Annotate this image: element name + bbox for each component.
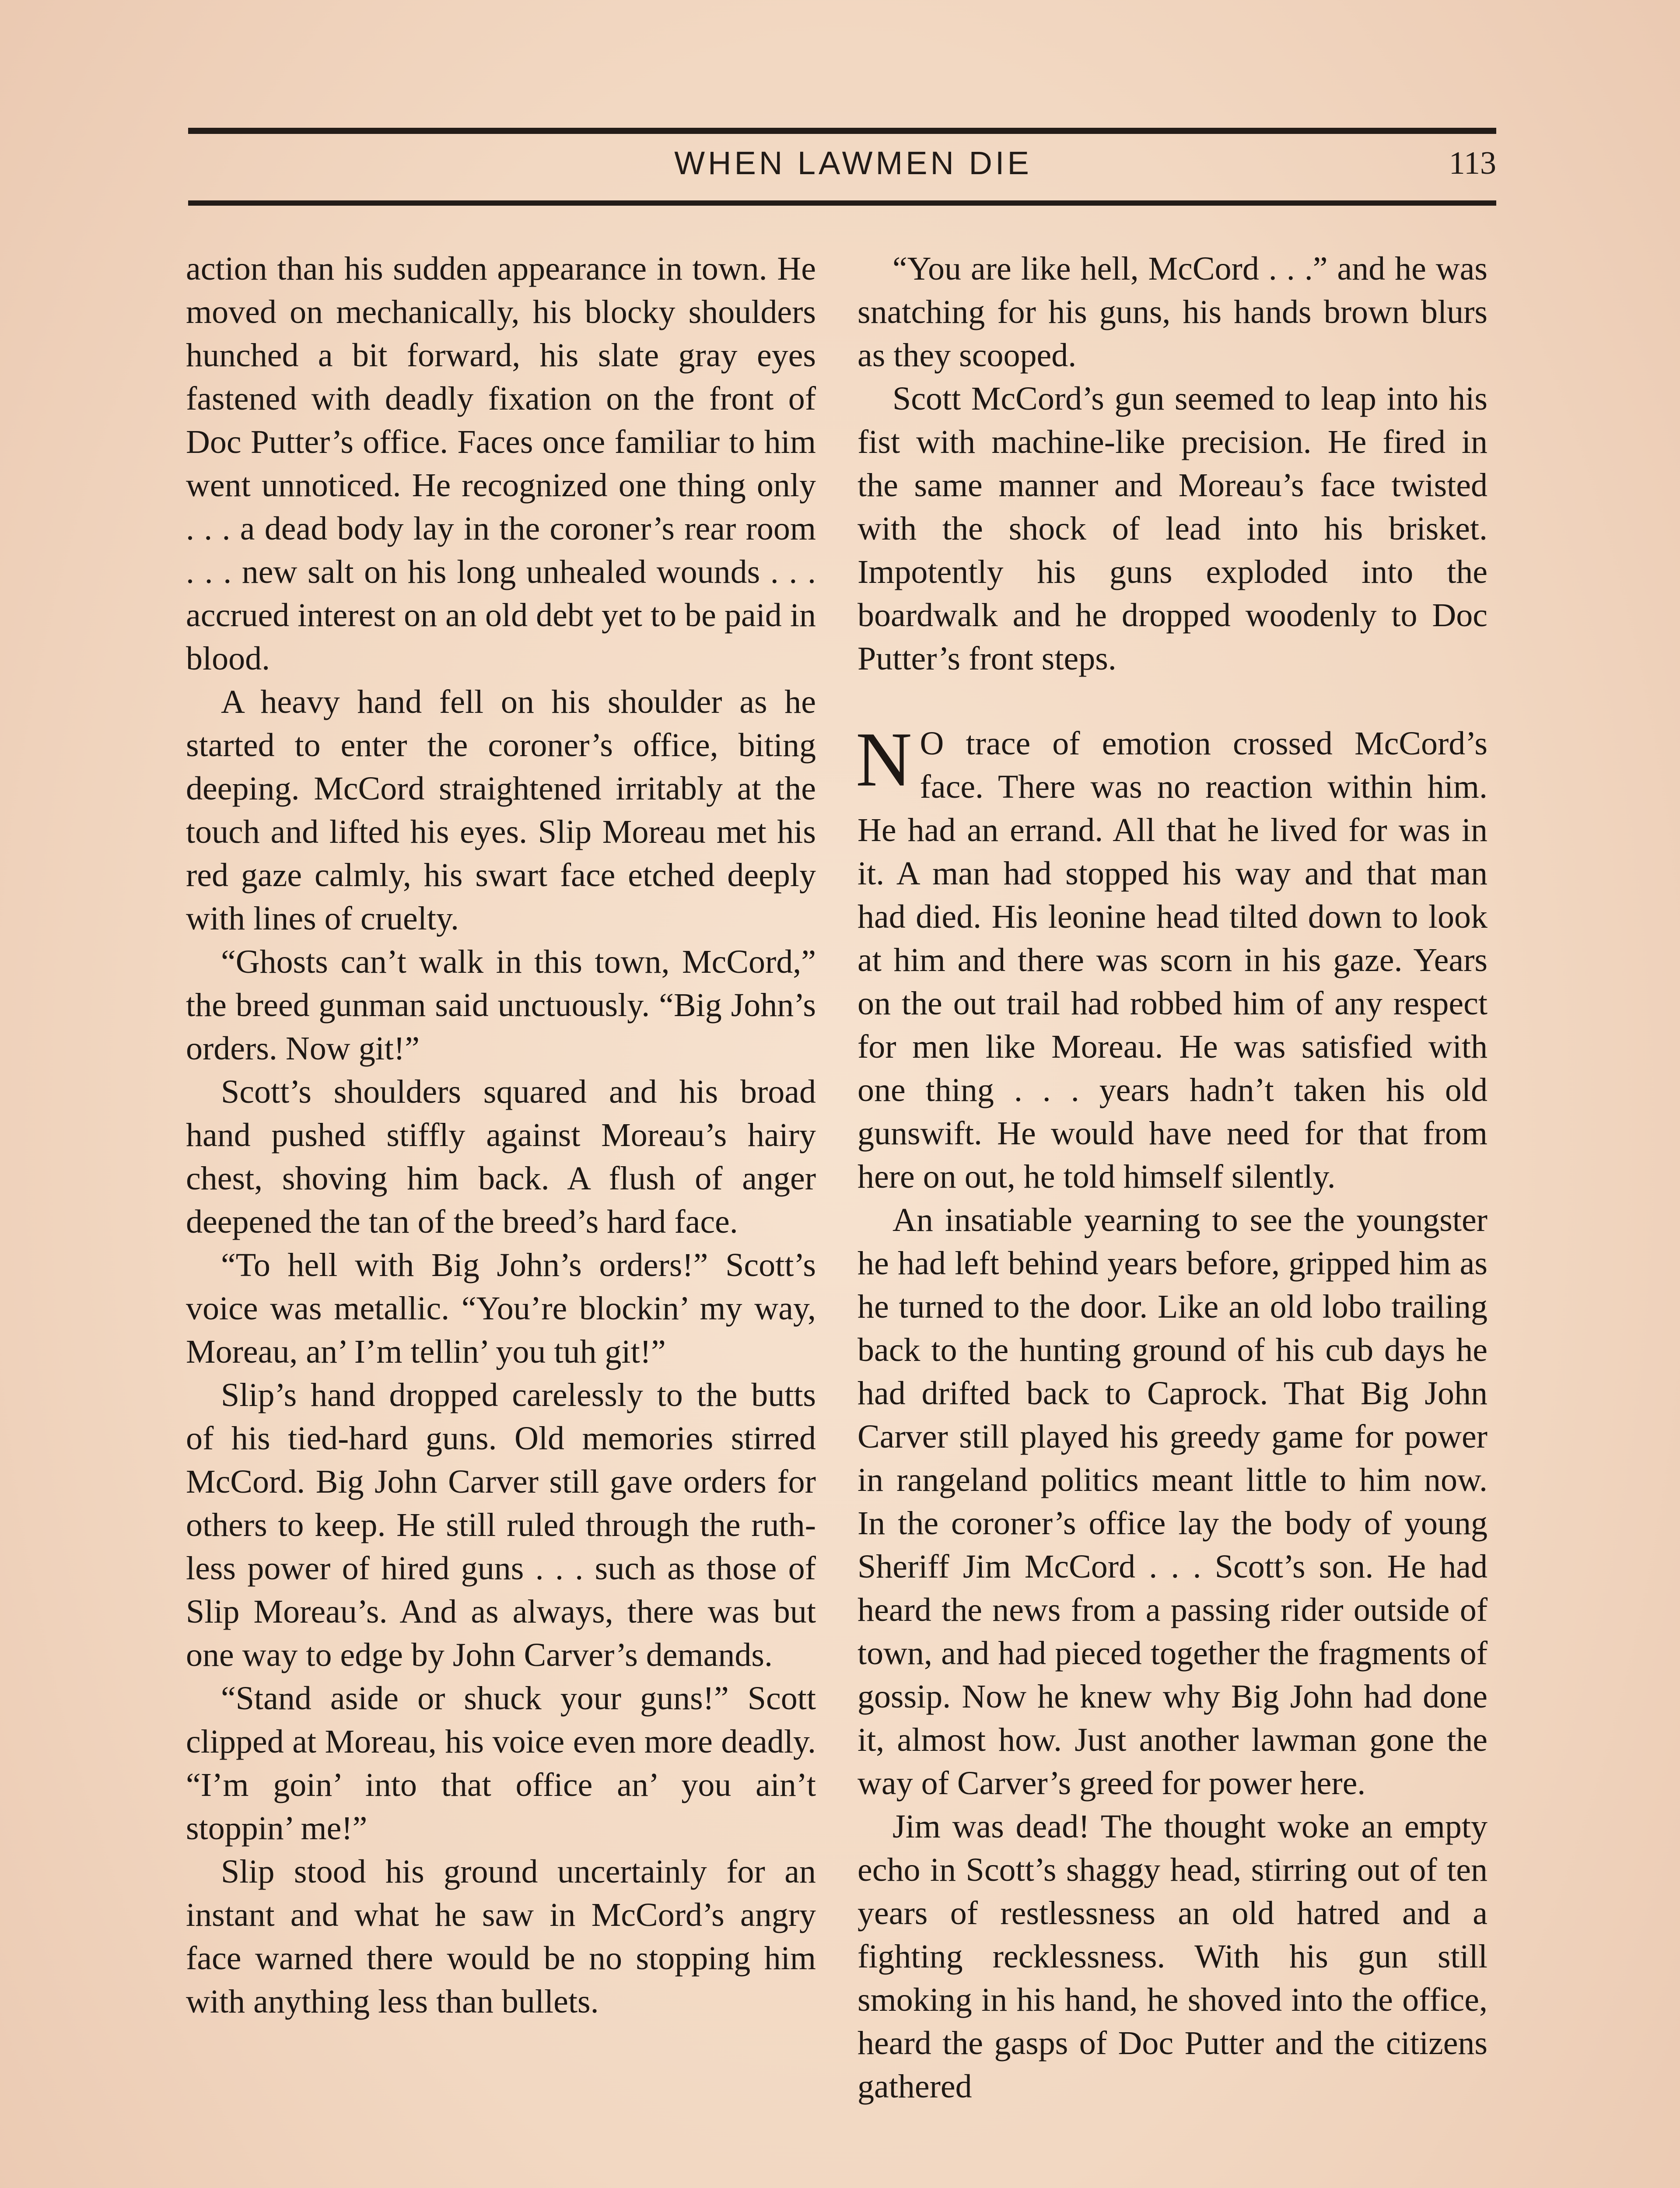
paragraph: Scott’s shoulders squared and his broad hand pushed stiffly against Moreau’s hairy chest, shoving him back. A flush of anger deepened the tan of the breed’s hard face. (186, 1073, 816, 1240)
paragraph: “You are like hell, McCord . . .” and he was snatching for his guns, his hands brown blurs as they scooped. (858, 250, 1488, 374)
right-column (858, 247, 1488, 2108)
paragraph: Slip stood his ground uncertainly for an instant and what he saw in McCord’s angry face warned there would be no stopping him with anything less than bullets. (186, 1853, 816, 2020)
left-column (186, 247, 816, 2023)
header-rule-top (188, 128, 1496, 134)
paragraph: action than his sudden appearance in town. He moved on mechanically, his blocky shoulders hunched a bit forward, his slate gray eyes fastened with deadly fixation on the front of Doc Putter’s office. Faces once familiar to him went unnoticed. He recognized one thing only . . . a dead body lay in the coroner’s rear room . . . new salt on his long unhealed wounds . . . accrued interest on an old debt yet to be paid in blood. (186, 250, 816, 677)
paragraph: Scott McCord’s gun seemed to leap into his fist with machine-like precision. He fired in the same manner and Moreau’s face twisted with the shock of lead into his brisket. Impotently his guns exploded into the boardwalk and he dropped woodenly to Doc Putter’s front steps. (858, 380, 1488, 677)
paragraph: A heavy hand fell on his shoulder as he started to enter the coroner’s office, biting deeping. McCord straightened irritably at the touch and lifted his eyes. Slip Moreau met his red gaze calmly, his swart face etched deeply with lines of cruelty. (186, 684, 816, 937)
running-title: WHEN LAWMEN DIE (674, 145, 1032, 181)
paragraph: An insatiable yearning to see the youngster he had left behind years before, gripped him as he turned to the door. Like an old lobo trailing back to the hunting ground of his cub days he had drifted back to Caprock. That Big John Carver still played his greedy game for power in rangeland politics meant little to him now. In the coroner’s office lay the body of young Sheriff Jim McCord . . . Scott’s son. He had heard the news from a passing rider outside of town, and had pieced together the fragments of gossip. Now he knew why Big John had done it, almost how. Just another lawman gone the way of Carver’s greed for power here. (858, 1202, 1488, 1802)
header-rule-bottom (188, 200, 1496, 206)
section-opening-paragraph (856, 716, 1488, 1199)
drop-cap: N (856, 716, 912, 803)
paragraph: “To hell with Big John’s orders!” Scott’s voice was metallic. “You’re blockin’ my way, Moreau, an’ I’m tellin’ you tuh git!” (186, 1247, 816, 1370)
page-number: 113 (1449, 145, 1496, 181)
section-opening-text: O trace of emotion crossed McCord’s face. There was no reaction within him. He had an errand. All that he lived for was in it. A man had stopped his way and that man had died. His leonine head tilted down to look at him and there was scorn in his gaze. Years on the out trail had robbed him of any respect for men like Moreau. He was satisfied with one thing . . . years hadn’t taken his old gunswift. He would have need for that from here on out, he told himself silently. (858, 725, 1488, 1195)
paragraph: “Ghosts can’t walk in this town, McCord,” the breed gunman said unctuously. “Big John’s orders. Now git!” (186, 943, 816, 1067)
paragraph: “Stand aside or shuck your guns!” Scott clipped at Moreau, his voice even more deadly. “I’m goin’ into that office an’ you ain’t stoppin’ me!” (186, 1680, 816, 1847)
paragraph: Slip’s hand dropped carelessly to the butts of his tied-hard guns. Old memories stirred McCord. Big John Carver still gave orders for others to keep. He still ruled through the ruthless power of hired guns . . . such as those of Slip Moreau’s. And as always, there was but one way to edge by John Carver’s demands. (186, 1377, 816, 1673)
paragraph: Jim was dead! The thought woke an empty echo in Scott’s shaggy head, stirring out of ten years of restlessness an old hatred and a fighting recklessness. With his gun still smoking in his hand, he shoved into the office, heard the gasps of Doc Putter and the citizens gathered (858, 1808, 1488, 2105)
